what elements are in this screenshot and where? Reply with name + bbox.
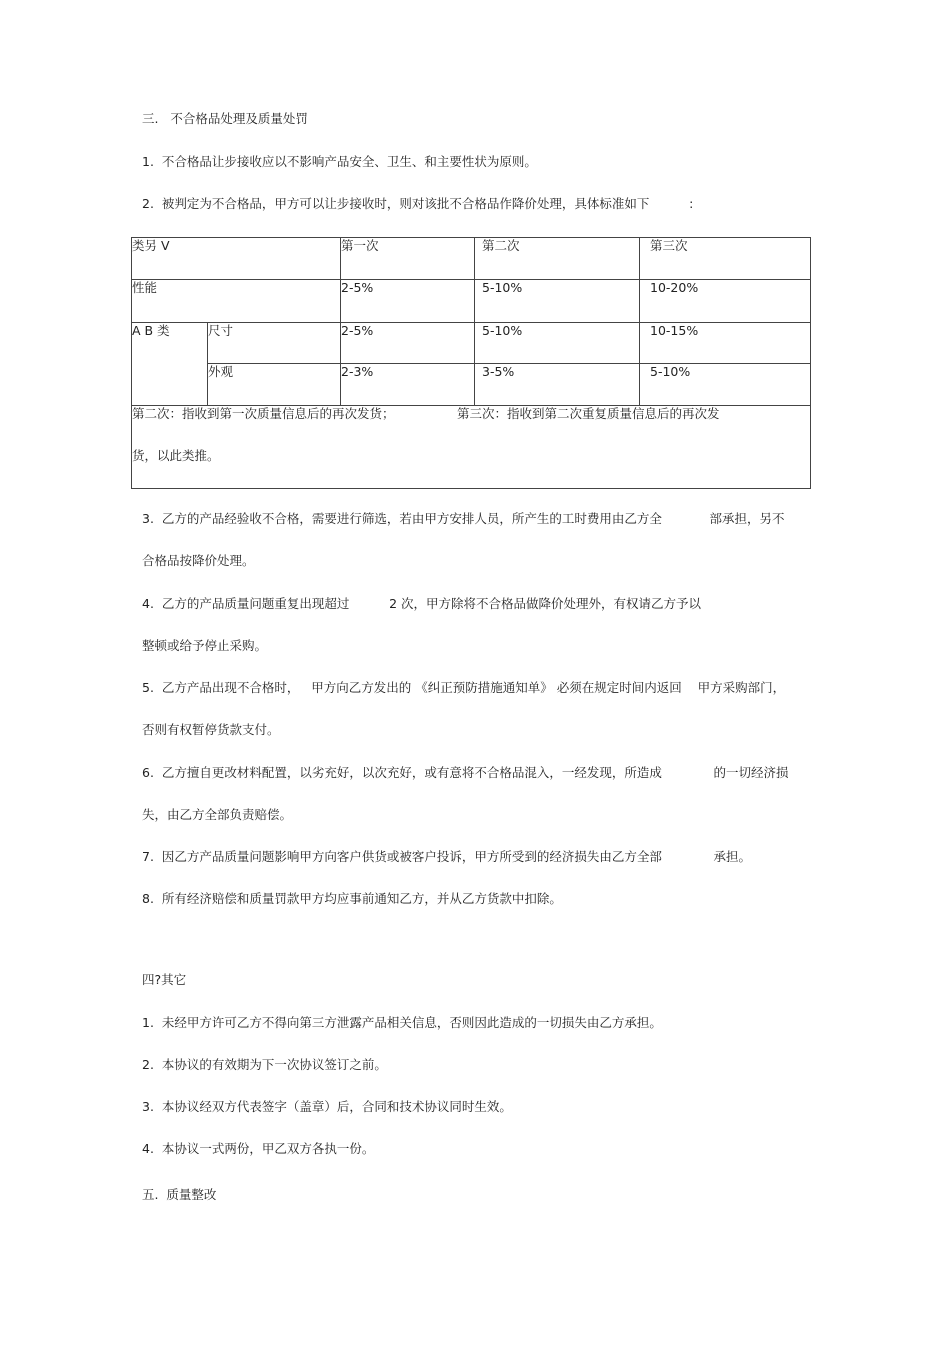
header-category: 类另 V (132, 238, 170, 253)
ab-category-label: A B 类 (132, 323, 170, 338)
section-3-item-8: 8. 所有经济赔偿和质量罚款甲方均应事前通知乙方，并从乙方货款中扣除。 (142, 891, 562, 906)
table-note-line2: 货，以此类推。 (132, 448, 220, 463)
appearance-label: 外观 (208, 364, 234, 379)
section-3-item-6-line1: 6. 乙方擅自更改材料配置，以劣充好，以次充好，或有意将不合格品混入，一经发现，所造成 的一切经济损 (142, 765, 789, 780)
section-3-item-2: 2. 被判定为不合格品，甲方可以让步接收时，则对该批不合格品作降价处理，具体标准如下 : (142, 196, 694, 211)
header-third: 第三次 (650, 238, 688, 253)
performance-label: 性能 (132, 280, 158, 295)
appearance-third: 5-10% (650, 364, 691, 379)
section-4-item-2: 2. 本协议的有效期为下一次协议签订之前。 (142, 1057, 387, 1072)
section-3-item-1: 1. 不合格品让步接收应以不影响产品安全、卫生、和主要性状为原则。 (142, 154, 537, 169)
appearance-second: 3-5% (482, 364, 515, 379)
section-5-heading: 五. 质量整改 (142, 1187, 217, 1202)
table-note-right: 第三次：指收到第二次重复质量信息后的再次发 (457, 406, 720, 421)
appearance-first: 2-3% (341, 364, 374, 379)
section-3-item-6-line2: 失，由乙方全部负责赔偿。 (142, 807, 293, 822)
size-second: 5-10% (482, 323, 523, 338)
price-reduction-table (131, 237, 811, 489)
section-4-item-1: 1. 未经甲方许可乙方不得向第三方泄露产品相关信息，否则因此造成的一切损失由乙方承担。 (142, 1015, 662, 1030)
section-3-item-3-line1: 3. 乙方的产品经验收不合格，需要进行筛选，若由甲方安排人员，所产生的工时费用由乙方全 部承担，另不 (142, 511, 785, 526)
size-first: 2-5% (341, 323, 374, 338)
section-4-item-4: 4. 本协议一式两份，甲乙双方各执一份。 (142, 1141, 375, 1156)
header-second: 第二次 (482, 238, 520, 253)
table-grid (131, 237, 811, 489)
section-4-heading: 四?其它 (142, 972, 187, 987)
performance-first: 2-5% (341, 280, 374, 295)
size-label: 尺寸 (208, 323, 234, 338)
section-3-item-4-line2: 整顿或给予停止采购。 (142, 638, 268, 653)
section-3-item-3-line2: 合格品按降价处理。 (142, 553, 255, 568)
section-4-item-3: 3. 本协议经双方代表签字（盖章）后，合同和技术协议同时生效。 (142, 1099, 512, 1114)
performance-third: 10-20% (650, 280, 699, 295)
section-3-item-5-line1: 5. 乙方产品出现不合格时， 甲方向乙方发出的 《纠正预防措施通知单》 必须在规定时间内返回 甲方采购部门， (142, 680, 786, 695)
table-note-left: 第二次：指收到第一次质量信息后的再次发货； (132, 406, 395, 421)
section-3-heading: 三. 不合格品处理及质量处罚 (142, 111, 308, 126)
header-first: 第一次 (341, 238, 379, 253)
performance-second: 5-10% (482, 280, 523, 295)
section-3-item-4-line1: 4. 乙方的产品质量问题重复出现超过 2 次，甲方除将不合格品做降价处理外，有权请乙方予以 (142, 596, 702, 611)
section-3-item-7: 7. 因乙方产品质量问题影响甲方向客户供货或被客户投诉，甲方所受到的经济损失由乙方全部 承担。 (142, 849, 752, 864)
size-third: 10-15% (650, 323, 699, 338)
section-3-item-5-line2: 否则有权暂停货款支付。 (142, 722, 280, 737)
